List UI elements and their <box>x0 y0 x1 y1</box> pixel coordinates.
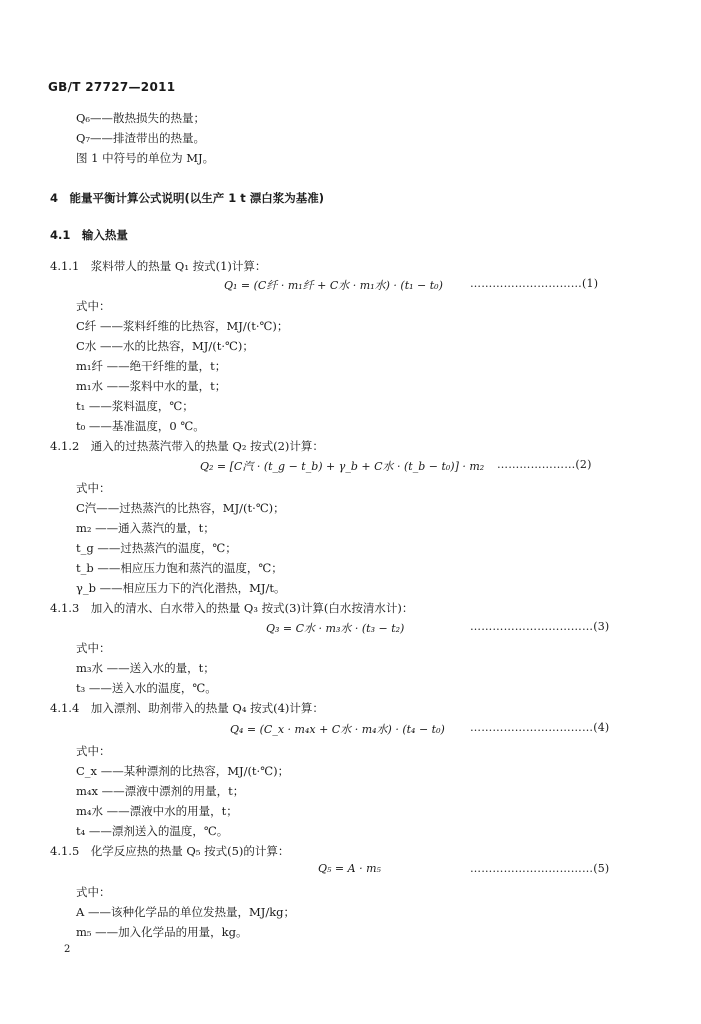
where-label: 式中： <box>76 885 111 899</box>
equation-1: Q₁ = (C纤 · m₁纤 + C水 · m₁水) · (t₁ − t₀) <box>224 279 443 292</box>
equation-3: Q₃ = C水 · m₃水 · (t₃ − t₂) <box>266 622 405 635</box>
definition-line: C汽——过热蒸汽的比热容，MJ/(t·℃)； <box>76 501 285 515</box>
where-label: 式中： <box>76 744 111 758</box>
clause-4-1-1: 4.1.1 浆料带人的热量 Q₁ 按式(1)计算： <box>50 259 267 273</box>
definition-line: m₁水 ——浆料中水的量，t； <box>76 379 227 393</box>
definition-line: t₃ ——送入水的温度，℃。 <box>76 681 217 695</box>
equation-2-number: …………………(2) <box>497 458 592 471</box>
definition-line: m₂ ——通入蒸汽的量，t； <box>76 521 215 535</box>
definition-line: m₁纤 ——绝干纤维的量，t； <box>76 359 227 373</box>
clause-4-1-3: 4.1.3 加入的清水、白水带入的热量 Q₃ 按式(3)计算(白水按清水计)： <box>50 601 414 615</box>
where-label: 式中： <box>76 641 111 655</box>
where-label: 式中： <box>76 299 111 313</box>
definition-line: m₃水 ——送入水的量，t； <box>76 661 215 675</box>
equation-5: Q₅ = A · m₅ <box>318 862 381 875</box>
equation-5-number: ……………………………(5) <box>470 862 610 875</box>
page-number: 2 <box>64 944 71 955</box>
equation-4: Q₄ = (C_x · m₄x + C水 · m₄水) · (t₄ − t₀) <box>230 723 445 736</box>
definition-line: t_b ——相应压力饱和蒸汽的温度，℃； <box>76 561 283 575</box>
equation-1-number: …………………………(1) <box>470 277 599 290</box>
definition-line: m₄x ——漂液中漂剂的用量，t； <box>76 784 245 798</box>
equation-4-number: ……………………………(4) <box>470 721 610 734</box>
equation-2: Q₂ = [C汽 · (t_g − t_b) + γ_b + C水 · (t_b − t₀)] · m₂ <box>200 460 485 473</box>
definition-line: m₅ ——加入化学品的用量，kg。 <box>76 925 248 939</box>
section-4-heading: 4 能量平衡计算公式说明(以生产 1 t 漂白浆为基准) <box>50 191 325 205</box>
units-note: 图 1 中符号的单位为 MJ。 <box>76 151 215 165</box>
clause-4-1-5: 4.1.5 化学反应热的热量 Q₅ 按式(5)的计算： <box>50 844 290 858</box>
definition-line: t_g ——过热蒸汽的温度，℃； <box>76 541 237 555</box>
definition-line: t₄ ——漂剂送入的温度，℃。 <box>76 824 229 838</box>
definition-line: m₄水 ——漂液中水的用量，t； <box>76 804 238 818</box>
symbol-q6-definition: Q₆——散热损失的热量； <box>76 111 206 125</box>
definition-line: t₀ ——基准温度，0 ℃。 <box>76 419 205 433</box>
clause-4-1-4: 4.1.4 加入漂剂、助剂带入的热量 Q₄ 按式(4)计算： <box>50 701 324 715</box>
symbol-q7-definition: Q₇——排渣带出的热量。 <box>76 131 206 145</box>
definition-line: A ——该种化学品的单位发热量，MJ/kg； <box>76 905 296 919</box>
definition-line: C_x ——某种漂剂的比热容，MJ/(t·℃)； <box>76 764 290 778</box>
definition-line: C水 ——水的比热容，MJ/(t·℃)； <box>76 339 254 353</box>
definition-line: γ_b ——相应压力下的汽化潜热，MJ/t。 <box>76 581 286 595</box>
section-4-1-heading: 4.1 输入热量 <box>50 228 128 242</box>
standard-header: GB/T 27727—2011 <box>48 80 176 94</box>
where-label: 式中： <box>76 481 111 495</box>
equation-3-number: ……………………………(3) <box>470 620 610 633</box>
clause-4-1-2: 4.1.2 通入的过热蒸汽带入的热量 Q₂ 按式(2)计算： <box>50 439 324 453</box>
definition-line: C纤 ——浆料纤维的比热容，MJ/(t·℃)； <box>76 319 289 333</box>
definition-line: t₁ ——浆料温度，℃； <box>76 399 194 413</box>
